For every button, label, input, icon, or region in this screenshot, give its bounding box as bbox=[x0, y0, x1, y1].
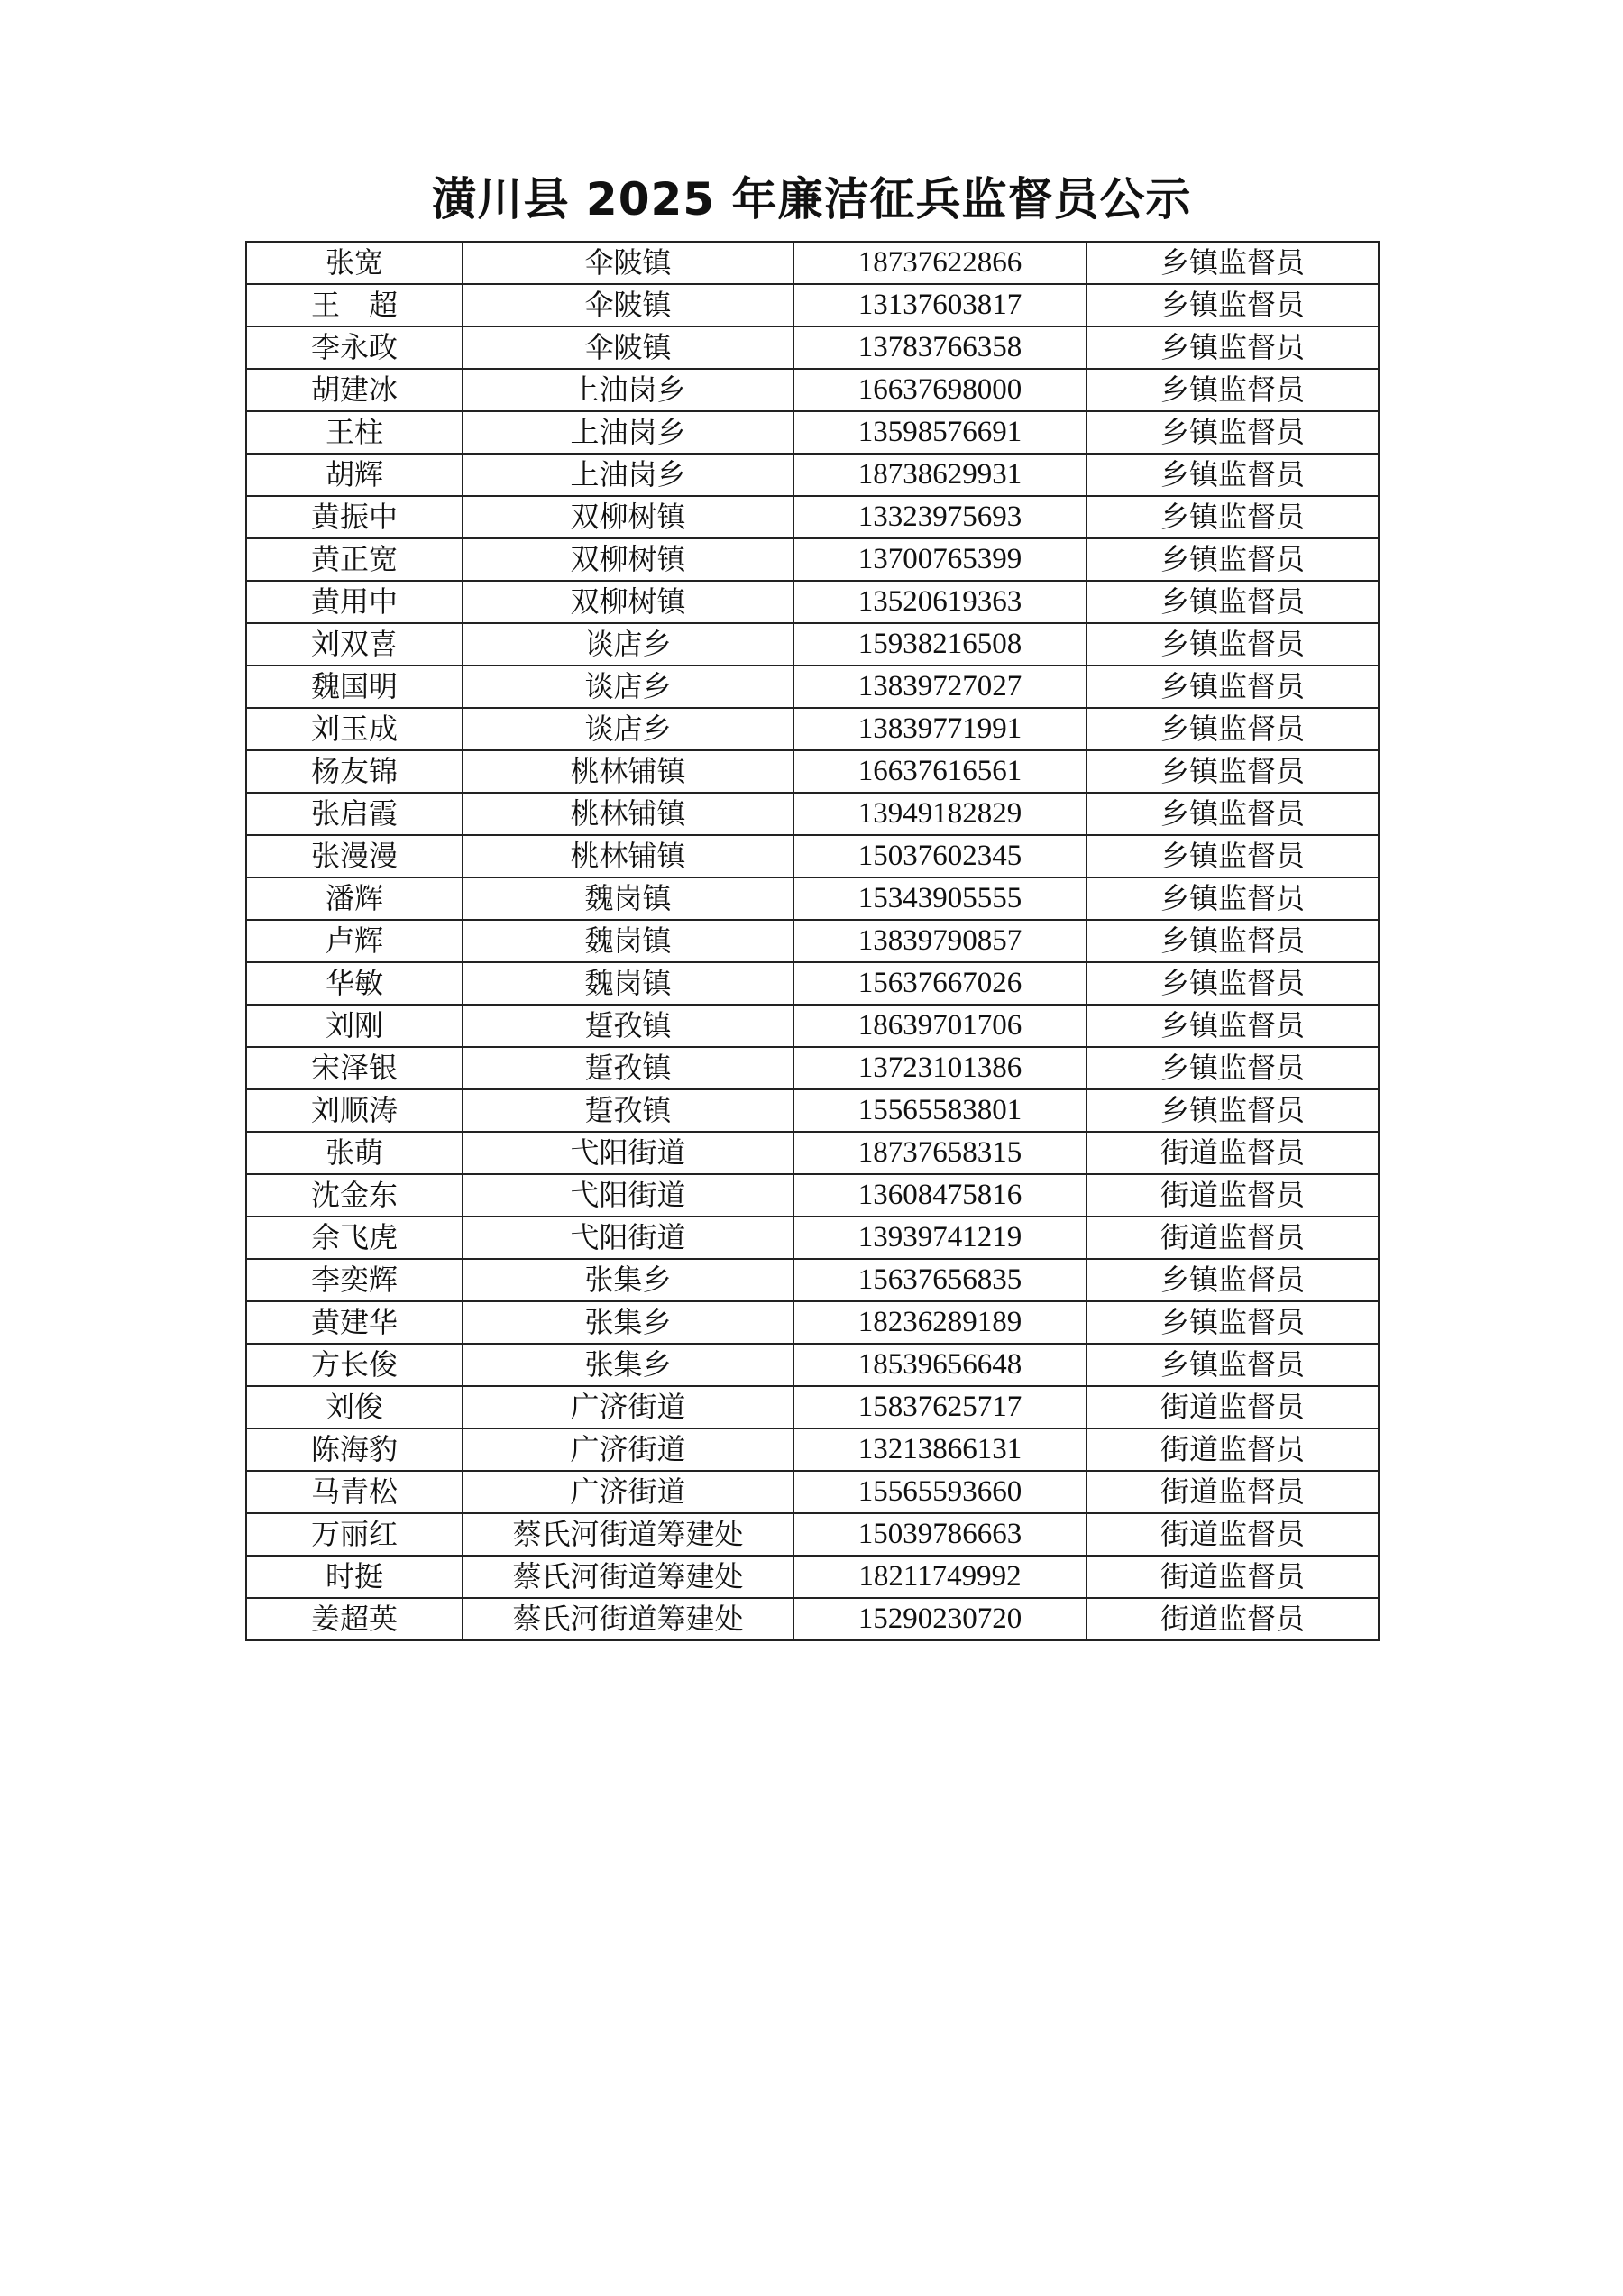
table-row bbox=[246, 962, 1379, 1005]
table-row bbox=[246, 326, 1379, 369]
table-row bbox=[246, 1386, 1379, 1428]
phone-cell: 15037602345 bbox=[793, 835, 1087, 877]
unit-cell: 上油岗乡 bbox=[463, 454, 793, 496]
table-row bbox=[246, 666, 1379, 708]
role-cell: 街道监督员 bbox=[1087, 1556, 1379, 1598]
name-cell: 黄建华 bbox=[246, 1301, 463, 1344]
role-cell: 乡镇监督员 bbox=[1087, 1344, 1379, 1386]
unit-cell: 弋阳街道 bbox=[463, 1217, 793, 1259]
unit-cell: 魏岗镇 bbox=[463, 877, 793, 920]
role-cell: 乡镇监督员 bbox=[1087, 284, 1379, 326]
table-row bbox=[246, 284, 1379, 326]
phone-cell: 18211749992 bbox=[793, 1556, 1087, 1598]
phone-cell: 13723101386 bbox=[793, 1047, 1087, 1089]
phone-cell: 18539656648 bbox=[793, 1344, 1087, 1386]
role-cell: 乡镇监督员 bbox=[1087, 877, 1379, 920]
unit-cell: 广济街道 bbox=[463, 1386, 793, 1428]
name-cell: 王柱 bbox=[246, 411, 463, 454]
role-cell: 乡镇监督员 bbox=[1087, 835, 1379, 877]
name-cell: 方长俊 bbox=[246, 1344, 463, 1386]
table-row bbox=[246, 581, 1379, 623]
name-cell: 刘俊 bbox=[246, 1386, 463, 1428]
unit-cell: 蔡氏河街道筹建处 bbox=[463, 1513, 793, 1556]
phone-cell: 15343905555 bbox=[793, 877, 1087, 920]
name-cell: 万丽红 bbox=[246, 1513, 463, 1556]
role-cell: 乡镇监督员 bbox=[1087, 793, 1379, 835]
name-cell: 宋泽银 bbox=[246, 1047, 463, 1089]
role-cell: 乡镇监督员 bbox=[1087, 1005, 1379, 1047]
unit-cell: 广济街道 bbox=[463, 1471, 793, 1513]
table-row bbox=[246, 538, 1379, 581]
name-cell: 李永政 bbox=[246, 326, 463, 369]
phone-cell: 15637656835 bbox=[793, 1259, 1087, 1301]
unit-cell: 弋阳街道 bbox=[463, 1174, 793, 1217]
phone-cell: 18639701706 bbox=[793, 1005, 1087, 1047]
role-cell: 乡镇监督员 bbox=[1087, 962, 1379, 1005]
phone-cell: 15938216508 bbox=[793, 623, 1087, 666]
role-cell: 街道监督员 bbox=[1087, 1513, 1379, 1556]
role-cell: 乡镇监督员 bbox=[1087, 581, 1379, 623]
phone-cell: 13949182829 bbox=[793, 793, 1087, 835]
role-cell: 乡镇监督员 bbox=[1087, 326, 1379, 369]
name-cell: 华敏 bbox=[246, 962, 463, 1005]
phone-cell: 16637616561 bbox=[793, 750, 1087, 793]
name-cell: 余飞虎 bbox=[246, 1217, 463, 1259]
unit-cell: 张集乡 bbox=[463, 1344, 793, 1386]
role-cell: 街道监督员 bbox=[1087, 1598, 1379, 1640]
table-row bbox=[246, 242, 1379, 284]
name-cell: 卢辉 bbox=[246, 920, 463, 962]
role-cell: 乡镇监督员 bbox=[1087, 369, 1379, 411]
unit-cell: 上油岗乡 bbox=[463, 411, 793, 454]
role-cell: 街道监督员 bbox=[1087, 1132, 1379, 1174]
phone-cell: 16637698000 bbox=[793, 369, 1087, 411]
name-cell: 胡建冰 bbox=[246, 369, 463, 411]
table-row bbox=[246, 1598, 1379, 1640]
role-cell: 乡镇监督员 bbox=[1087, 1047, 1379, 1089]
role-cell: 乡镇监督员 bbox=[1087, 750, 1379, 793]
table-row bbox=[246, 708, 1379, 750]
role-cell: 乡镇监督员 bbox=[1087, 411, 1379, 454]
phone-cell: 13520619363 bbox=[793, 581, 1087, 623]
role-cell: 街道监督员 bbox=[1087, 1217, 1379, 1259]
role-cell: 乡镇监督员 bbox=[1087, 708, 1379, 750]
unit-cell: 谈店乡 bbox=[463, 623, 793, 666]
role-cell: 乡镇监督员 bbox=[1087, 666, 1379, 708]
unit-cell: 伞陂镇 bbox=[463, 326, 793, 369]
unit-cell: 桃林铺镇 bbox=[463, 835, 793, 877]
name-cell: 刘顺涛 bbox=[246, 1089, 463, 1132]
phone-cell: 13783766358 bbox=[793, 326, 1087, 369]
role-cell: 乡镇监督员 bbox=[1087, 242, 1379, 284]
table-row bbox=[246, 877, 1379, 920]
phone-cell: 18236289189 bbox=[793, 1301, 1087, 1344]
unit-cell: 上油岗乡 bbox=[463, 369, 793, 411]
supervisor-table bbox=[245, 241, 1380, 1641]
unit-cell: 谈店乡 bbox=[463, 666, 793, 708]
role-cell: 乡镇监督员 bbox=[1087, 538, 1379, 581]
phone-cell: 15565593660 bbox=[793, 1471, 1087, 1513]
role-cell: 乡镇监督员 bbox=[1087, 454, 1379, 496]
name-cell: 黄振中 bbox=[246, 496, 463, 538]
table-row bbox=[246, 1132, 1379, 1174]
role-cell: 街道监督员 bbox=[1087, 1386, 1379, 1428]
unit-cell: 魏岗镇 bbox=[463, 962, 793, 1005]
page-title: 潢川县 2025 年廉洁征兵监督员公示 bbox=[431, 173, 1192, 225]
table-row bbox=[246, 1174, 1379, 1217]
phone-cell: 13608475816 bbox=[793, 1174, 1087, 1217]
unit-cell: 谈店乡 bbox=[463, 708, 793, 750]
phone-cell: 15637667026 bbox=[793, 962, 1087, 1005]
table-row bbox=[246, 454, 1379, 496]
name-cell: 黄正宽 bbox=[246, 538, 463, 581]
table-row bbox=[246, 1259, 1379, 1301]
phone-cell: 13213866131 bbox=[793, 1428, 1087, 1471]
table-row bbox=[246, 369, 1379, 411]
unit-cell: 踅孜镇 bbox=[463, 1005, 793, 1047]
table-row bbox=[246, 623, 1379, 666]
unit-cell: 蔡氏河街道筹建处 bbox=[463, 1598, 793, 1640]
role-cell: 乡镇监督员 bbox=[1087, 1301, 1379, 1344]
role-cell: 街道监督员 bbox=[1087, 1471, 1379, 1513]
unit-cell: 踅孜镇 bbox=[463, 1089, 793, 1132]
table-row bbox=[246, 1301, 1379, 1344]
phone-cell: 15837625717 bbox=[793, 1386, 1087, 1428]
unit-cell: 双柳树镇 bbox=[463, 496, 793, 538]
phone-cell: 13839771991 bbox=[793, 708, 1087, 750]
phone-cell: 18738629931 bbox=[793, 454, 1087, 496]
name-cell: 马青松 bbox=[246, 1471, 463, 1513]
unit-cell: 弋阳街道 bbox=[463, 1132, 793, 1174]
name-cell: 李奕辉 bbox=[246, 1259, 463, 1301]
name-cell: 胡辉 bbox=[246, 454, 463, 496]
table-row bbox=[246, 835, 1379, 877]
role-cell: 街道监督员 bbox=[1087, 1428, 1379, 1471]
phone-cell: 18737622866 bbox=[793, 242, 1087, 284]
table-row bbox=[246, 1089, 1379, 1132]
table-row bbox=[246, 496, 1379, 538]
name-cell: 张启霞 bbox=[246, 793, 463, 835]
name-cell: 张萌 bbox=[246, 1132, 463, 1174]
name-cell: 杨友锦 bbox=[246, 750, 463, 793]
phone-cell: 13939741219 bbox=[793, 1217, 1087, 1259]
role-cell: 乡镇监督员 bbox=[1087, 1089, 1379, 1132]
phone-cell: 15290230720 bbox=[793, 1598, 1087, 1640]
role-cell: 乡镇监督员 bbox=[1087, 920, 1379, 962]
name-cell: 姜超英 bbox=[246, 1598, 463, 1640]
phone-cell: 13323975693 bbox=[793, 496, 1087, 538]
name-cell: 陈海豹 bbox=[246, 1428, 463, 1471]
supervisor-table-body bbox=[246, 242, 1379, 1640]
name-cell: 张宽 bbox=[246, 242, 463, 284]
unit-cell: 桃林铺镇 bbox=[463, 750, 793, 793]
role-cell: 乡镇监督员 bbox=[1087, 496, 1379, 538]
unit-cell: 广济街道 bbox=[463, 1428, 793, 1471]
unit-cell: 张集乡 bbox=[463, 1259, 793, 1301]
table-row bbox=[246, 1428, 1379, 1471]
name-cell: 张漫漫 bbox=[246, 835, 463, 877]
name-cell: 王 超 bbox=[246, 284, 463, 326]
name-cell: 黄用中 bbox=[246, 581, 463, 623]
unit-cell: 伞陂镇 bbox=[463, 284, 793, 326]
unit-cell: 蔡氏河街道筹建处 bbox=[463, 1556, 793, 1598]
phone-cell: 18737658315 bbox=[793, 1132, 1087, 1174]
name-cell: 刘双喜 bbox=[246, 623, 463, 666]
table-row bbox=[246, 1344, 1379, 1386]
table-row bbox=[246, 920, 1379, 962]
name-cell: 刘玉成 bbox=[246, 708, 463, 750]
role-cell: 乡镇监督员 bbox=[1087, 1259, 1379, 1301]
phone-cell: 13839790857 bbox=[793, 920, 1087, 962]
table-row bbox=[246, 750, 1379, 793]
phone-cell: 13839727027 bbox=[793, 666, 1087, 708]
unit-cell: 双柳树镇 bbox=[463, 538, 793, 581]
unit-cell: 桃林铺镇 bbox=[463, 793, 793, 835]
name-cell: 刘刚 bbox=[246, 1005, 463, 1047]
role-cell: 乡镇监督员 bbox=[1087, 623, 1379, 666]
name-cell: 魏国明 bbox=[246, 666, 463, 708]
phone-cell: 13137603817 bbox=[793, 284, 1087, 326]
unit-cell: 伞陂镇 bbox=[463, 242, 793, 284]
table-row bbox=[246, 1513, 1379, 1556]
name-cell: 潘辉 bbox=[246, 877, 463, 920]
phone-cell: 13598576691 bbox=[793, 411, 1087, 454]
table-row bbox=[246, 793, 1379, 835]
phone-cell: 15565583801 bbox=[793, 1089, 1087, 1132]
unit-cell: 踅孜镇 bbox=[463, 1047, 793, 1089]
table-row bbox=[246, 1217, 1379, 1259]
unit-cell: 魏岗镇 bbox=[463, 920, 793, 962]
unit-cell: 双柳树镇 bbox=[463, 581, 793, 623]
name-cell: 沈金东 bbox=[246, 1174, 463, 1217]
table-row bbox=[246, 1005, 1379, 1047]
unit-cell: 张集乡 bbox=[463, 1301, 793, 1344]
name-cell: 时挺 bbox=[246, 1556, 463, 1598]
table-row bbox=[246, 1471, 1379, 1513]
table-row bbox=[246, 411, 1379, 454]
phone-cell: 13700765399 bbox=[793, 538, 1087, 581]
phone-cell: 15039786663 bbox=[793, 1513, 1087, 1556]
role-cell: 街道监督员 bbox=[1087, 1174, 1379, 1217]
table-row bbox=[246, 1047, 1379, 1089]
table-row bbox=[246, 1556, 1379, 1598]
